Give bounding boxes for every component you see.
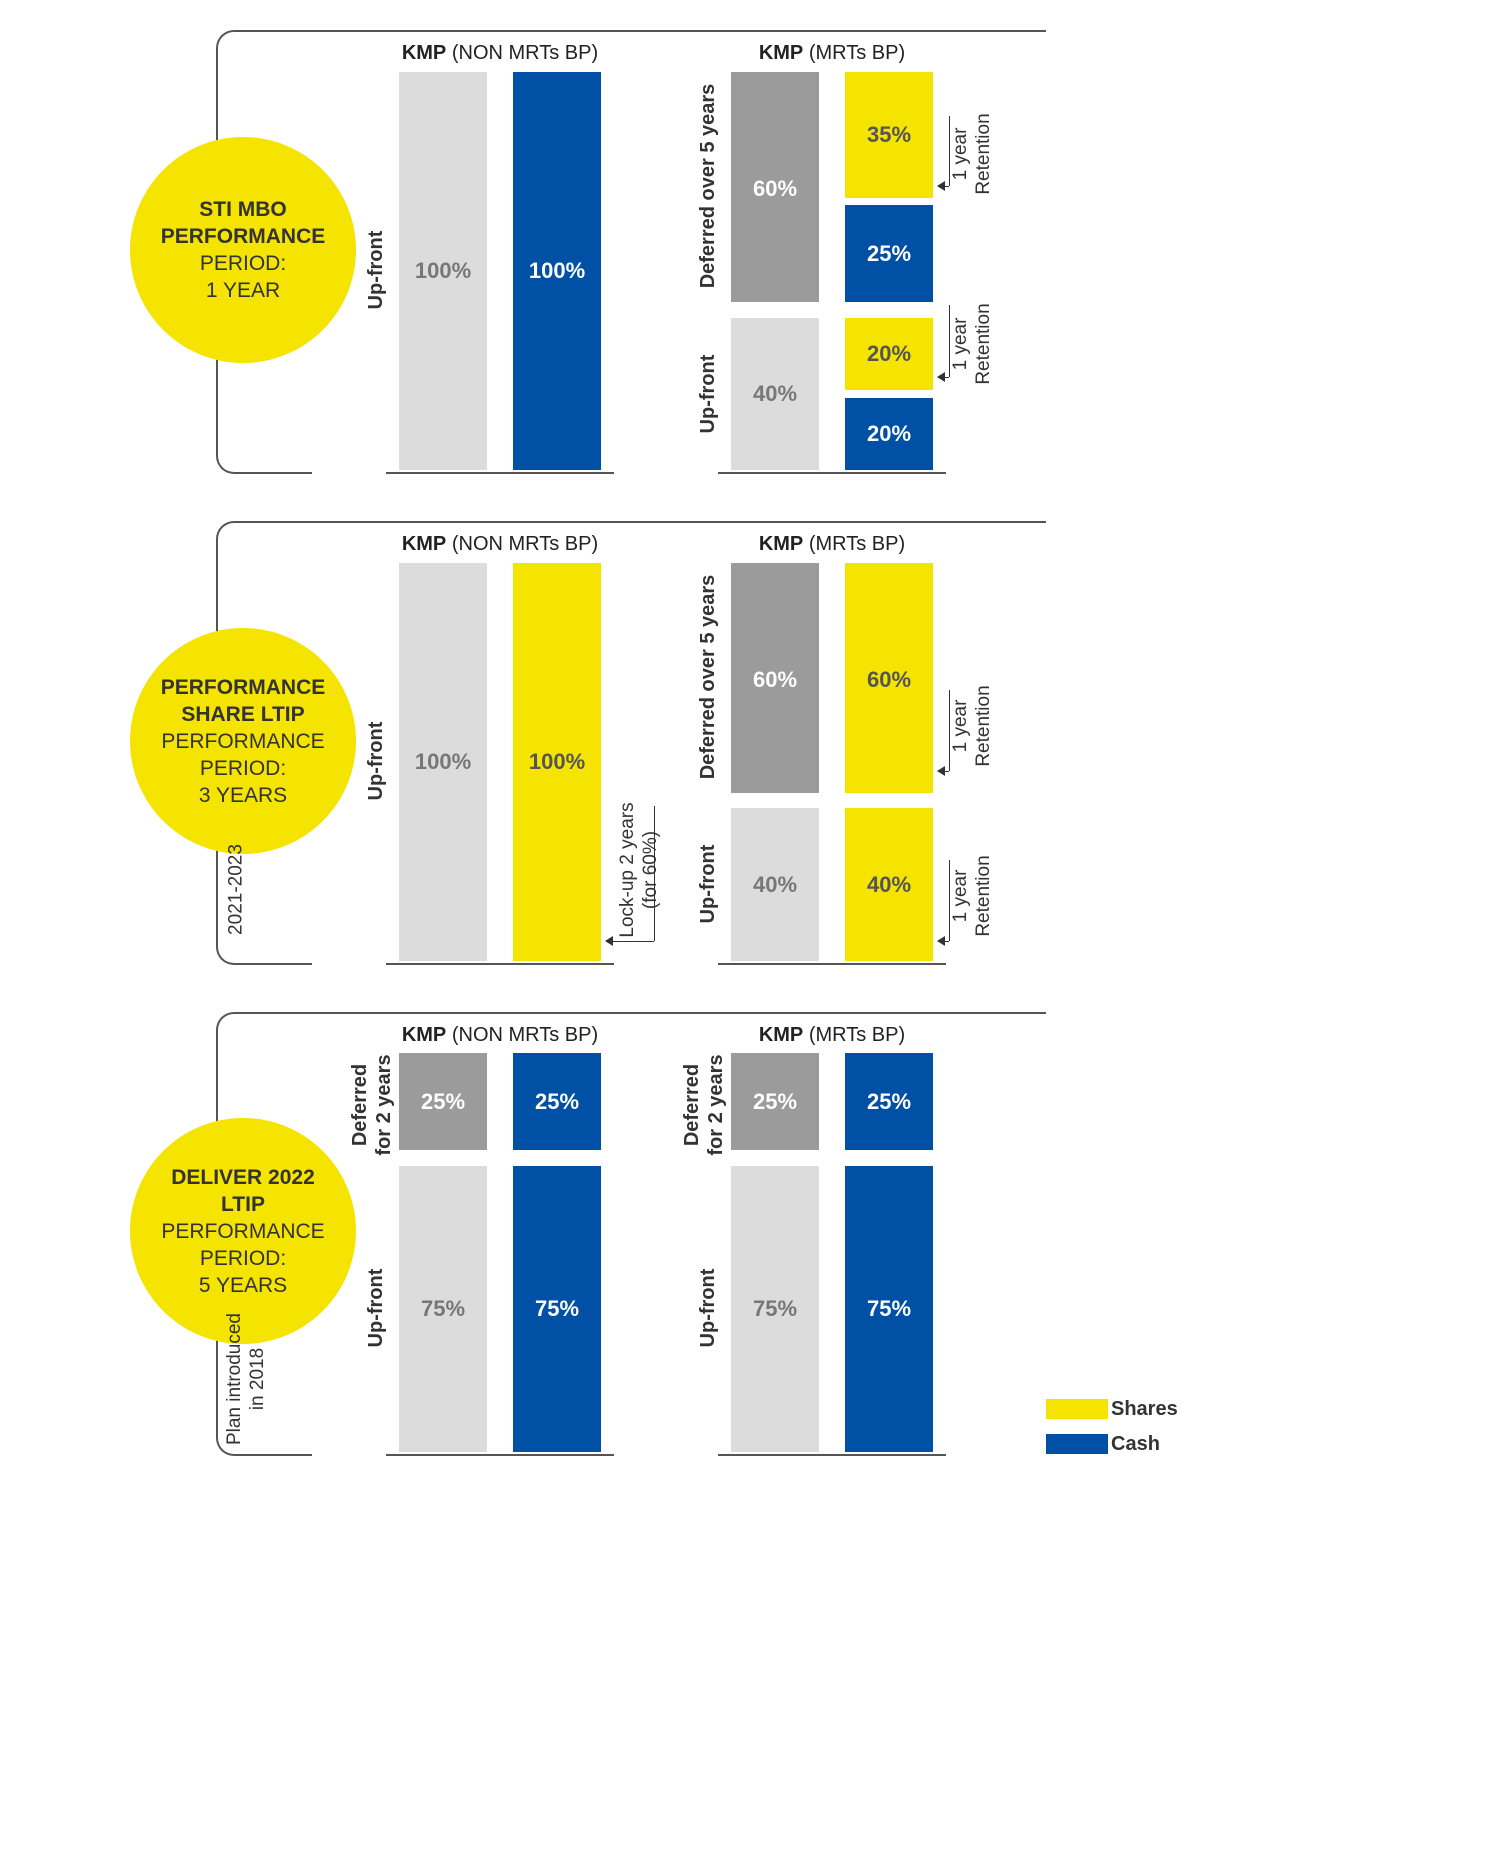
shares-legend-label: Shares [1111, 1398, 1178, 1420]
plan-name-line: PERFORMANCE [160, 675, 326, 699]
shares-bar: 100% [513, 563, 601, 961]
column-header-non-mrt: KMP (NON MRTs BP) [401, 533, 599, 555]
period-value: 1 YEAR [205, 279, 281, 302]
plan-period-note: 2021-2023 [225, 844, 247, 935]
upfront-shares-bar: 20% [845, 318, 933, 390]
section-top-rule [300, 30, 1046, 32]
retention-note: 1 year Retention [950, 113, 994, 195]
baseline [718, 472, 946, 474]
deferred-shares-bar: 35% [845, 72, 933, 198]
upfront-label: Up-front [697, 844, 719, 924]
upfront-cash-bar: 20% [845, 398, 933, 470]
upfront-label: Up-front [697, 1268, 719, 1348]
upfront-label: Up-front [365, 230, 387, 310]
deferred-label: Deferred over 5 years [697, 574, 719, 780]
deferred-cash-bar: 25% [845, 1053, 933, 1150]
upfront-total-bar: 40% [731, 808, 819, 961]
plan-name-line: STI MBO [199, 198, 287, 221]
deferred-shares-bar: 60% [845, 563, 933, 793]
plan-period-note: Plan introduced in 2018 [224, 1312, 268, 1446]
deferred-total-bar: 60% [731, 72, 819, 302]
plan-circle [130, 628, 356, 854]
deferred-cash-bar: 25% [845, 205, 933, 302]
period-label: PERIOD: [199, 1246, 287, 1270]
cash-swatch [1046, 1434, 1108, 1454]
upfront-label: Up-front [697, 354, 719, 434]
plan-name-line: LTIP [221, 1192, 265, 1216]
plan-circle [130, 137, 356, 363]
baseline [386, 472, 614, 474]
retention-note: 1 year Retention [950, 303, 994, 385]
retention-arrow [938, 771, 949, 772]
deferred-label: Deferred over 5 years [697, 83, 719, 289]
deferred-total-bar: 25% [731, 1053, 819, 1150]
lockup-note: Lock-up 2 years (for 60%) [617, 802, 661, 938]
retention-arrow [938, 377, 949, 378]
baseline [386, 963, 614, 965]
plan-name-line: PERFORMANCE [160, 225, 326, 248]
shares-bar: 100% [399, 72, 487, 470]
period-label: PERIOD: [199, 756, 287, 780]
retention-note: 1 year Retention [950, 685, 994, 767]
deferred-total-bar: 60% [731, 563, 819, 793]
retention-arrow [938, 186, 949, 187]
plan-name-line: SHARE LTIP [181, 702, 305, 726]
deferred-label: Deferred for 2 years [681, 1054, 727, 1156]
deferred-label: Deferred for 2 years [349, 1054, 395, 1156]
column-header-mrt: KMP (MRTs BP) [758, 533, 906, 555]
upfront-label: Up-front [365, 1268, 387, 1348]
cash-bar: 100% [513, 72, 601, 470]
period-label: PERFORMANCE [161, 1219, 325, 1243]
period-value: 3 YEARS [198, 783, 288, 807]
deferred-total-bar: 25% [399, 1053, 487, 1150]
shares-swatch [1046, 1399, 1108, 1419]
upfront-total-bar: 40% [731, 318, 819, 470]
section-top-rule [300, 1012, 1046, 1014]
period-label: PERFORMANCE [161, 729, 325, 753]
deferred-cash-bar: 25% [513, 1053, 601, 1150]
upfront-total-bar: 75% [731, 1166, 819, 1452]
plan-name-line: DELIVER 2022 [171, 1165, 315, 1189]
retention-note: 1 year Retention [950, 855, 994, 937]
baseline [718, 963, 946, 965]
section-top-rule [300, 521, 1046, 523]
period-label: PERIOD: [199, 252, 287, 275]
baseline [718, 1454, 946, 1456]
upfront-total-bar: 75% [399, 1166, 487, 1452]
cash-legend-label: Cash [1111, 1433, 1160, 1455]
upfront-bar: 100% [399, 563, 487, 961]
upfront-shares-bar: 40% [845, 808, 933, 961]
upfront-label: Up-front [365, 721, 387, 801]
column-header-mrt: KMP (MRTs BP) [758, 42, 906, 64]
upfront-cash-bar: 75% [513, 1166, 601, 1452]
retention-arrow [938, 941, 949, 942]
upfront-cash-bar: 75% [845, 1166, 933, 1452]
column-header-non-mrt: KMP (NON MRTs BP) [401, 42, 599, 64]
baseline [386, 1454, 614, 1456]
column-header-mrt: KMP (MRTs BP) [758, 1024, 906, 1046]
period-value: 5 YEARS [198, 1273, 288, 1297]
column-header-non-mrt: KMP (NON MRTs BP) [401, 1024, 599, 1046]
